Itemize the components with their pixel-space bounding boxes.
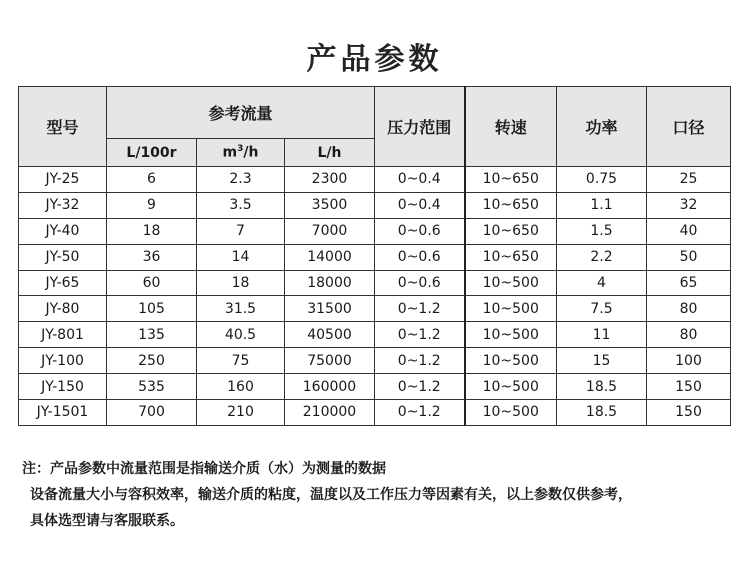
spec-table [18,86,731,426]
header-flow-lh: L/h [285,139,375,167]
flow-m3h-cell: 3.5 [197,192,285,218]
power-cell: 1.5 [557,218,647,244]
speed-cell: 10~500 [465,348,557,374]
diameter-cell: 150 [647,400,731,426]
notes [22,456,734,534]
pressure-cell: 0~0.4 [375,167,465,193]
header-pressure: 压力范围 [375,87,465,167]
flow-lh-cell: 31500 [285,296,375,322]
diameter-cell: 40 [647,218,731,244]
note-line-2: 设备流量大小与容积效率，输送介质的粘度，温度以及工作压力等因素有关，以上参数仅供参考， [30,487,632,503]
model-cell: JY-100 [19,348,107,374]
flow-lh-cell: 75000 [285,348,375,374]
speed-cell: 10~500 [465,400,557,426]
power-cell: 18.5 [557,400,647,426]
flow-l100r-cell: 18 [107,218,197,244]
table-row [19,167,731,193]
power-cell: 1.1 [557,192,647,218]
flow-lh-cell: 3500 [285,192,375,218]
diameter-cell: 80 [647,296,731,322]
diameter-cell: 25 [647,167,731,193]
header-speed: 转速 [465,87,557,167]
diameter-cell: 32 [647,192,731,218]
power-cell: 4 [557,270,647,296]
flow-l100r-cell: 700 [107,400,197,426]
diameter-cell: 100 [647,348,731,374]
speed-cell: 10~650 [465,218,557,244]
model-cell: JY-25 [19,167,107,193]
page-title: 产品参数 [306,42,443,77]
flow-m3h-cell: 18 [197,270,285,296]
flow-m3h-cell: 2.3 [197,167,285,193]
power-cell: 7.5 [557,296,647,322]
speed-cell: 10~650 [465,192,557,218]
speed-cell: 10~500 [465,322,557,348]
flow-m3h-cell: 40.5 [197,322,285,348]
power-cell: 0.75 [557,167,647,193]
model-cell: JY-32 [19,192,107,218]
flow-l100r-cell: 9 [107,192,197,218]
header-flow-group: 参考流量 [107,87,375,139]
power-cell: 2.2 [557,244,647,270]
pressure-cell: 0~0.6 [375,244,465,270]
flow-lh-cell: 40500 [285,322,375,348]
model-cell: JY-80 [19,296,107,322]
pressure-cell: 0~1.2 [375,322,465,348]
table-row [19,322,731,348]
speed-cell: 10~500 [465,374,557,400]
flow-m3h-cell: 31.5 [197,296,285,322]
flow-l100r-cell: 135 [107,322,197,348]
table-row [19,218,731,244]
speed-cell: 10~650 [465,167,557,193]
flow-m3h-cell: 210 [197,400,285,426]
model-cell: JY-40 [19,218,107,244]
spec-table-body [19,167,731,426]
diameter-cell: 65 [647,270,731,296]
flow-m3h-cell: 7 [197,218,285,244]
flow-lh-cell: 2300 [285,167,375,193]
pressure-cell: 0~1.2 [375,400,465,426]
flow-l100r-cell: 60 [107,270,197,296]
table-row [19,348,731,374]
model-cell: JY-50 [19,244,107,270]
pressure-cell: 0~0.6 [375,270,465,296]
pressure-cell: 0~0.6 [375,218,465,244]
pressure-cell: 0~1.2 [375,296,465,322]
power-cell: 18.5 [557,374,647,400]
diameter-cell: 80 [647,322,731,348]
model-cell: JY-65 [19,270,107,296]
header-flow-m3h-sup: 3 [237,144,244,155]
table-row [19,270,731,296]
speed-cell: 10~500 [465,296,557,322]
table-row [19,244,731,270]
header-power: 功率 [557,87,647,167]
table-row [19,400,731,426]
model-cell: JY-150 [19,374,107,400]
header-flow-m3h [197,139,285,167]
note-line-3: 具体选型请与客服联系。 [30,513,184,529]
flow-l100r-cell: 6 [107,167,197,193]
header-flow-m3h-rest: /h [243,144,259,161]
flow-l100r-cell: 535 [107,374,197,400]
note-line-1: 注：产品参数中流量范围是指输送介质（水）为测量的数据 [22,461,386,477]
pressure-cell: 0~1.2 [375,374,465,400]
model-cell: JY-801 [19,322,107,348]
header-flow-m3h-base: m [222,144,238,161]
flow-m3h-cell: 75 [197,348,285,374]
diameter-cell: 50 [647,244,731,270]
speed-cell: 10~500 [465,270,557,296]
power-cell: 11 [557,322,647,348]
table-row [19,296,731,322]
header-flow-l100r: L/100r [107,139,197,167]
flow-m3h-cell: 14 [197,244,285,270]
flow-lh-cell: 14000 [285,244,375,270]
flow-lh-cell: 18000 [285,270,375,296]
pressure-cell: 0~1.2 [375,348,465,374]
flow-l100r-cell: 105 [107,296,197,322]
flow-lh-cell: 160000 [285,374,375,400]
header-diameter: 口径 [647,87,731,167]
table-row [19,192,731,218]
flow-l100r-cell: 250 [107,348,197,374]
header-model: 型号 [19,87,107,167]
table-row [19,374,731,400]
diameter-cell: 150 [647,374,731,400]
flow-l100r-cell: 36 [107,244,197,270]
flow-lh-cell: 7000 [285,218,375,244]
speed-cell: 10~650 [465,244,557,270]
power-cell: 15 [557,348,647,374]
model-cell: JY-1501 [19,400,107,426]
pressure-cell: 0~0.4 [375,192,465,218]
flow-lh-cell: 210000 [285,400,375,426]
flow-m3h-cell: 160 [197,374,285,400]
